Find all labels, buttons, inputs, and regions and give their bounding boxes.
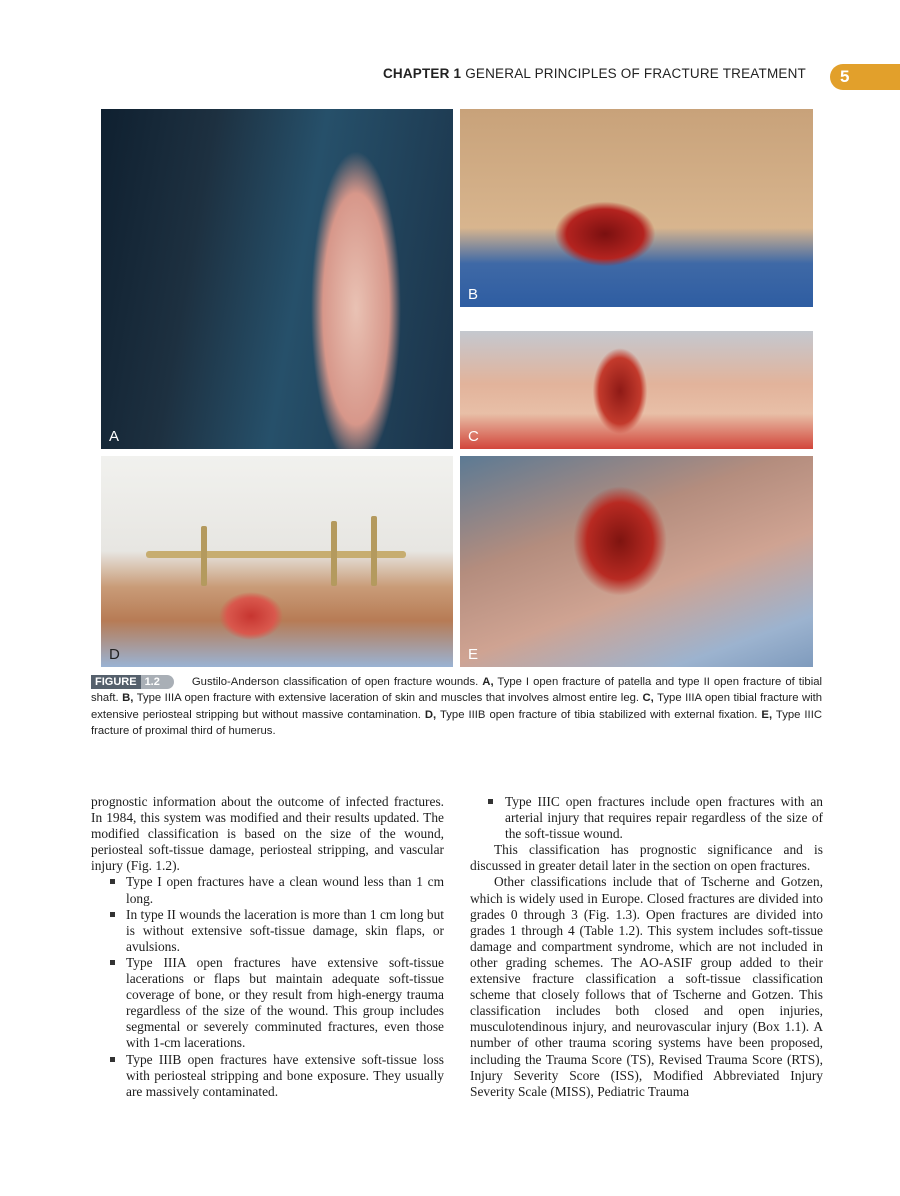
list-item <box>470 794 823 842</box>
caption-text-a: Type I open fracture of patella and type II open fracture of tibial shaft. <box>91 676 823 705</box>
bullet-square-icon <box>110 879 115 884</box>
fixator-pin <box>201 526 207 586</box>
external-fixator-bar <box>146 551 406 558</box>
caption-label-e: E, <box>761 708 773 721</box>
list-item <box>91 955 444 1052</box>
figure-badge <box>91 675 174 689</box>
list-item-text: Type IIIA open fractures have extensive soft-tissue lacerations or flaps but maintain adequate soft-tissue coverage of bone, or they result from high-energy trauma regardless of the size of the wound. This group includes segmental or severely comminuted fractures, even those with 1-cm lacerations. <box>126 954 444 1051</box>
bullet-square-icon <box>488 799 493 804</box>
figure-badge-number: 1.2 <box>141 675 174 689</box>
body-paragraph: Other classifications include that of Tscherne and Gotzen, which is widely used in Europe. Closed fractures are divided into grades 0 through 3 (Fig. 1.3). Open fractures are divided into grades 1 through 4 (Table 1.2). This system includes soft-tissue damage and compartment syndrome, which are not included in other grading schemes. The AO-ASIF group added to their extensive fracture classification a soft-tissue classification scheme that closely follows that of Tscherne and Gotzen. This classification includes both closed and open injuries, musculotendinous injury, and neurovascular injury (Box 1.1). A number of other trauma scoring systems have been proposed, including the Trauma Score (TS), Revised Trauma Score (RTS), Injury Severity Score (ISS), Modified Abbreviated Injury Severity Scale (MISS), Pediatric Trauma <box>470 874 823 1099</box>
caption-label-d: D, <box>424 708 437 721</box>
chapter-title: GENERAL PRINCIPLES OF FRACTURE TREATMENT <box>465 66 806 81</box>
fixator-pin <box>371 516 377 586</box>
body-paragraph: prognostic information about the outcome of infected fractures. In 1984, this system was modified and their results updated. The modified classification is based on the size of the wound, periosteal soft-tissue damage, periosteal stripping, and vascular injury (Fig. 1.2). <box>91 794 444 874</box>
page-number: 5 <box>840 67 850 86</box>
fixator-pin <box>331 521 337 586</box>
photo-panel-c <box>460 331 813 449</box>
caption-intro: Gustilo-Anderson classification of open fracture wounds. <box>191 676 479 688</box>
running-header <box>383 66 806 81</box>
list-item-text: Type I open fractures have a clean wound less than 1 cm long. <box>126 874 444 906</box>
photo-panel-a <box>101 109 453 449</box>
panel-label-e: E <box>468 646 479 663</box>
list-item <box>91 1052 444 1100</box>
panel-label-b: B <box>468 286 479 303</box>
bullet-list <box>91 874 444 1099</box>
caption-label-c: C, <box>642 692 654 705</box>
panel-label-c: C <box>468 428 479 445</box>
bullet-square-icon <box>110 912 115 917</box>
photo-panel-d <box>101 456 453 667</box>
page-number-tab <box>830 64 900 90</box>
bullet-square-icon <box>110 960 115 965</box>
photo-panel-b <box>460 109 813 307</box>
photo-panel-e <box>460 456 813 667</box>
bullet-square-icon <box>110 1057 115 1062</box>
caption-text-c: Type IIIA open tibial fracture with extensive periosteal stripping but without massive contamination. <box>91 692 823 721</box>
panel-label-d: D <box>109 646 120 663</box>
caption-label-b: B, <box>122 692 134 705</box>
figure-badge-word: FIGURE <box>91 675 141 689</box>
bullet-list <box>470 794 823 842</box>
chapter-number: CHAPTER 1 <box>382 66 462 81</box>
list-item <box>91 907 444 955</box>
figure-caption <box>91 674 822 739</box>
list-item-text: Type IIIB open fractures have extensive soft-tissue loss with periosteal stripping and bone exposure. They usually are massively contaminated. <box>126 1051 444 1099</box>
caption-text-b: Type IIIA open fracture with extensive laceration of skin and muscles that involves almost entire leg. <box>136 692 640 705</box>
caption-text-e: Type IIIC fracture of proximal third of humerus. <box>91 708 822 737</box>
body-paragraph: This classification has prognostic significance and is discussed in greater detail later in the section on open fractures. <box>470 842 823 874</box>
list-item <box>91 874 444 906</box>
caption-label-a: A, <box>482 676 494 688</box>
panel-label-a: A <box>109 428 120 445</box>
list-item-text: Type IIIC open fractures include open fractures with an arterial injury that requires repair regardless of the size of the soft-tissue wound. <box>505 794 823 842</box>
left-column <box>91 794 444 1100</box>
caption-text-d: Type IIIB open fracture of tibia stabilized with external fixation. <box>440 708 758 721</box>
list-item-text: In type II wounds the laceration is more than 1 cm long but is without extensive soft-tissue damage, skin flaps, or avulsions. <box>126 906 444 954</box>
right-column <box>470 794 823 1100</box>
